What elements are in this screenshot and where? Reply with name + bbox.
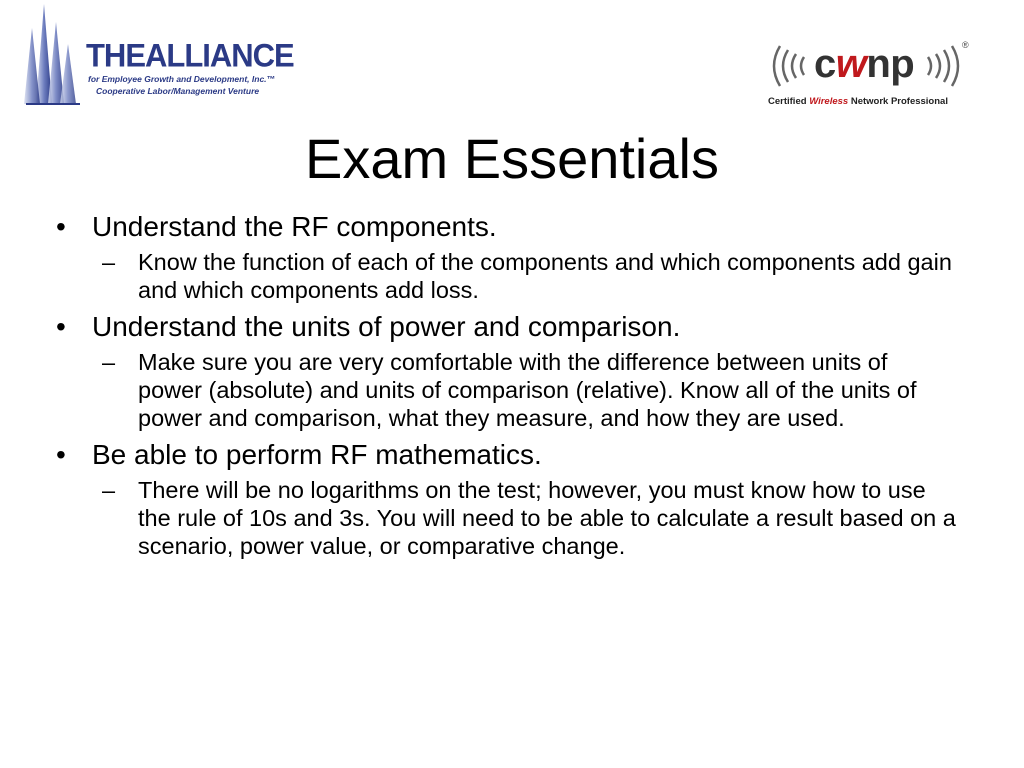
sub-bullet-item <box>56 248 956 304</box>
alliance-towers-icon <box>22 4 92 108</box>
cwnp-tagline <box>768 96 948 107</box>
sub-bullet-text: There will be no logarithms on the test; however, you must know how to use the rule of 10s and 3s. You will need to be able to calculate a result based on a scenario, power value, or comparative change. <box>138 477 956 559</box>
registered-mark: ® <box>962 40 969 50</box>
tagline-network-professional: Network Professional <box>848 96 948 107</box>
cwnp-logo <box>766 40 976 112</box>
alliance-logo <box>22 4 294 108</box>
cwnp-w: w <box>835 42 867 86</box>
tagline-certified: Certified <box>768 96 810 107</box>
sub-bullet-text: Know the function of each of the components and which components add gain and which components add loss. <box>138 249 952 303</box>
bullet-item <box>56 438 956 472</box>
slide-content <box>56 204 956 560</box>
cwnp-wordmark <box>814 44 914 84</box>
slide-title: Exam Essentials <box>305 127 719 190</box>
bullet-marker: • <box>56 439 66 470</box>
sub-bullet-item <box>56 476 956 560</box>
sub-bullet-text: Make sure you are very comfortable with the difference between units of power (absolute) and units of comparison (relative). Know all of the units of power and comparison, what they measure, and how they are used. <box>138 349 917 431</box>
bullet-item <box>56 210 956 244</box>
bullet-marker: • <box>56 211 66 242</box>
bullet-text: Understand the RF components. <box>92 211 497 242</box>
bullet-marker: • <box>56 311 66 342</box>
bullet-text: Understand the units of power and comparison. <box>92 311 681 342</box>
cwnp-np: np <box>866 42 915 86</box>
sub-bullet-marker: – <box>102 477 116 503</box>
tagline-wireless: Wireless <box>809 96 849 107</box>
bullet-text: Be able to perform RF mathematics. <box>92 439 542 470</box>
alliance-tagline: for Employee Growth and Development, Inc.™ <box>88 74 276 84</box>
cwnp-c: c <box>814 42 836 86</box>
sub-bullet-item <box>56 348 956 432</box>
alliance-wordmark: THEALLIANCE <box>86 37 294 74</box>
sub-bullet-marker: – <box>102 349 116 375</box>
sub-bullet-marker: – <box>102 249 116 275</box>
bullet-item <box>56 310 956 344</box>
alliance-subtagline: Cooperative Labor/Management Venture <box>96 86 260 96</box>
